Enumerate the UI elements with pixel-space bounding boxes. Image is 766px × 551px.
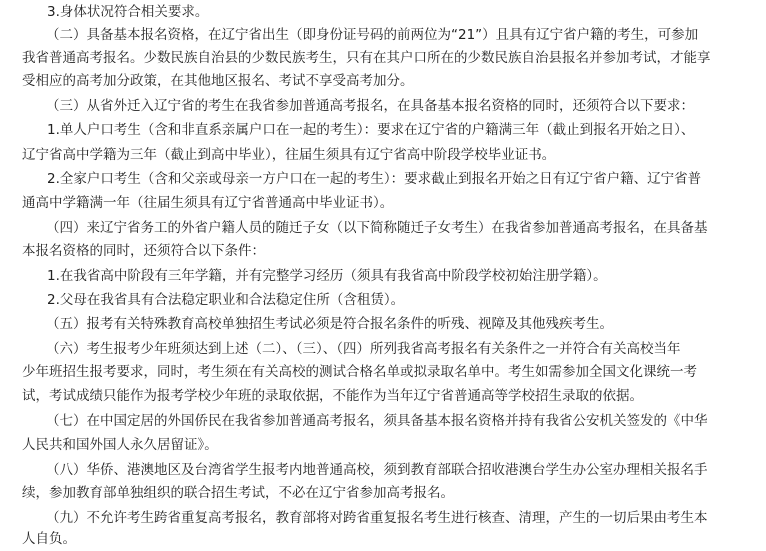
text-line: 1.单人户口考生（含和非直系亲属户口在一起的考生）：要求在辽宁省的户籍满三年（截止到报名开始之日）、 [47, 122, 695, 138]
text-line: （六）考生报考少年班须达到上述（二）、（三）、（四）所列我省高考报名有关条件之一并符合有关高校当年 [46, 341, 681, 357]
text-line: 人民共和国外国人永久居留证》。 [22, 437, 218, 453]
text-line: 2.全家户口考生（含和父亲或母亲一方户口在一起的考生）：要求截止到报名开始之日有辽宁省户籍、辽宁省普 [47, 171, 702, 187]
text-line: 3.身体状况符合相关要求。 [47, 4, 209, 20]
text-line: 我省普通高考报名。少数民族自治县的少数民族考生，只有在其户口所在的少数民族自治县报名并参加考试，才能享 [22, 50, 711, 66]
text-line: 受相应的高考加分政策，在其他地区报名、考试不享受高考加分。 [22, 73, 414, 89]
text-line: 2.父母在我省具有合法稳定职业和合法稳定住所（含租赁）。 [47, 292, 405, 308]
text-line: （三）从省外迁入辽宁省的考生在我省参加普通高考报名，在具备基本报名资格的同时，还须符合以下要求： [46, 98, 694, 114]
text-line: 本报名资格的同时，还须符合以下条件： [22, 243, 265, 259]
text-line: 人自负。 [22, 531, 76, 547]
text-line: （二）具备基本报名资格，在辽宁省出生（即身份证号码的前两位为“21”）且具有辽宁省户籍的考生，可参加 [46, 27, 699, 43]
text-line: 1.在我省高中阶段有三年学籍，并有完整学习经历（须具有我省高中阶段学校初始注册学籍）。 [47, 268, 607, 284]
text-line: 试，考试成绩只能作为报考学校少年班的录取依据，不能作为当年辽宁省普通高等学校招生录取的依据。 [22, 388, 643, 404]
text-line: （八）华侨、港澳地区及台湾省学生报考内地普通高校，须到教育部联合招收港澳台学生办公室办理相关报名手 [46, 462, 708, 478]
text-line: 辽宁省高中学籍为三年（截止到高中毕业），往届生须具有辽宁省高中阶段学校毕业证书。 [22, 147, 556, 163]
text-line: 少年班招生报考要求，同时，考生须在有关高校的测试合格名单或拟录取名单中。考生如需参加全国文化课统一考 [22, 364, 697, 380]
text-line: 通高中学籍满一年（往届生须具有辽宁省普通高中毕业证书）。 [22, 195, 394, 211]
text-line: （九）不允许考生跨省重复高考报名，教育部将对跨省重复报名考生进行核查、清理，产生的一切后果由考生本 [46, 510, 708, 526]
text-line: （七）在中国定居的外国侨民在我省参加普通高考报名，须具备基本报名资格并持有我省公安机关签发的《中华 [46, 413, 708, 429]
text-line: （五）报考有关特殊教育高校单独招生考试必须是符合报名条件的听残、视障及其他残疾考生。 [46, 316, 613, 332]
text-line: （四）来辽宁省务工的外省户籍人员的随迁子女（以下简称随迁子女考生）在我省参加普通高考报名，在具备基 [46, 220, 708, 236]
text-line: 续，参加教育部单独组织的联合招生考试，不必在辽宁省参加高考报名。 [22, 485, 454, 501]
